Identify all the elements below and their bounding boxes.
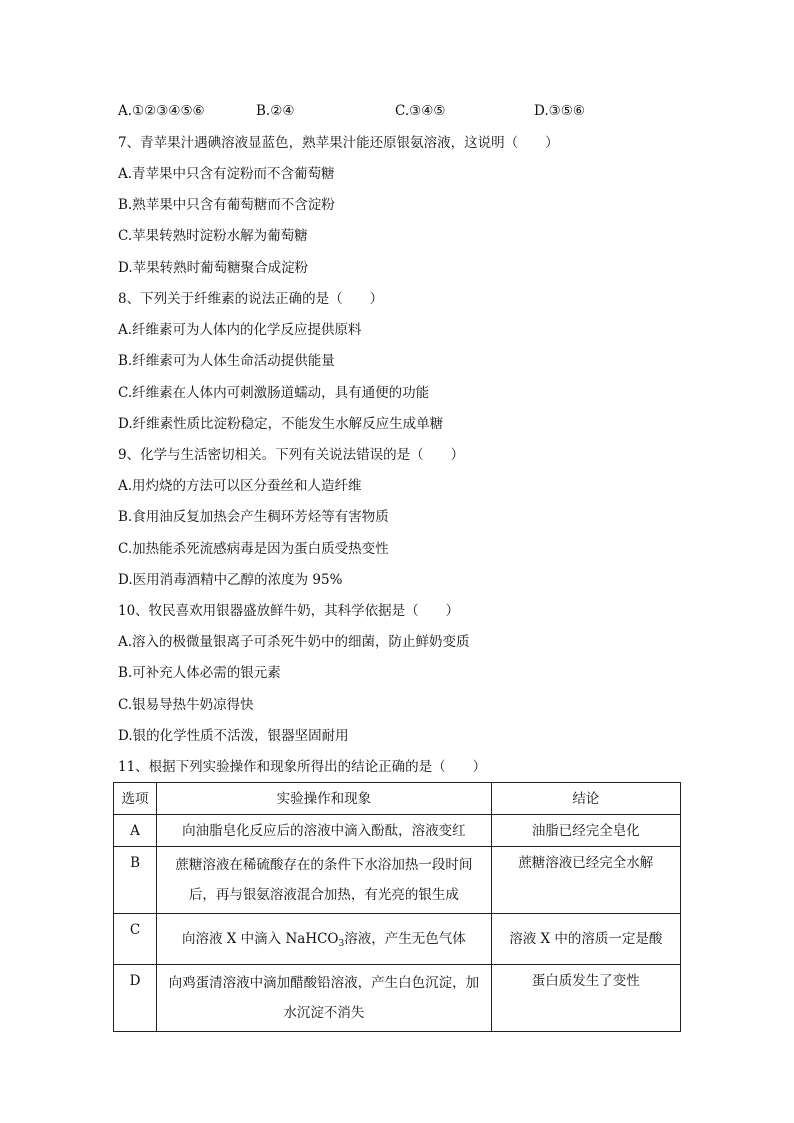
- question-9-option-d[interactable]: D.医用消毒酒精中乙醇的浓度为 95%: [118, 572, 343, 588]
- question-10-option-b[interactable]: B.可补充人体必需的银元素: [118, 665, 281, 681]
- question-10-option-d[interactable]: D.银的化学性质不活泼，银器坚固耐用: [118, 728, 349, 744]
- row-operation-line1: 向鸡蛋清溶液中滴加醋酸铅溶液，产生白色沉淀，加: [168, 975, 480, 991]
- option-d[interactable]: D.③⑤⑥: [534, 103, 585, 119]
- previous-question-options: [118, 101, 718, 121]
- table-row[interactable]: [114, 965, 681, 1032]
- row-option-label: D: [114, 965, 157, 1032]
- question-10-option-c[interactable]: C.银易导热牛奶凉得快: [118, 697, 254, 713]
- table-row[interactable]: [114, 914, 681, 965]
- row-conclusion: 溶液 X 中的溶质一定是酸: [491, 914, 680, 965]
- option-b[interactable]: B.②④: [256, 103, 295, 119]
- table-row[interactable]: [114, 815, 681, 847]
- row-operation: [157, 847, 492, 914]
- row-operation: [157, 914, 492, 965]
- question-8-option-c[interactable]: C.纤维素在人体内可刺激肠道蠕动，具有通便的功能: [118, 385, 430, 401]
- row-operation-post: 溶液，产生无色气体: [344, 931, 466, 947]
- row-conclusion: 油脂已经完全皂化: [491, 815, 680, 847]
- row-operation-subscript: 3: [338, 939, 345, 949]
- row-option-label: B: [114, 847, 157, 914]
- question-7-option-d[interactable]: D.苹果转熟时葡萄糖聚合成淀粉: [118, 260, 309, 276]
- row-option-label: A: [114, 815, 157, 847]
- question-8-stem: 8、下列关于纤维素的说法正确的是（ ）: [118, 291, 384, 307]
- row-operation: 向油脂皂化反应后的溶液中滴入酚酞，溶液变红: [157, 815, 492, 847]
- row-operation-pre: 向溶液 X 中滴入 NaHCO: [181, 931, 339, 947]
- question-9-option-b[interactable]: B.食用油反复加热会产生稠环芳烃等有害物质: [118, 509, 389, 525]
- table-header-row: [114, 783, 681, 815]
- option-a[interactable]: A.①②③④⑤⑥: [118, 103, 205, 119]
- row-operation-line2: 后，再与银氨溶液混合加热，有光亮的银生成: [188, 887, 459, 903]
- question-10-stem: 10、牧民喜欢用银器盛放鲜牛奶，其科学依据是（ ）: [118, 603, 460, 619]
- row-operation-line1: 蔗糖溶液在稀硫酸存在的条件下水浴加热一段时间: [175, 857, 473, 873]
- question-9-option-a[interactable]: A.用灼烧的方法可以区分蚕丝和人造纤维: [118, 478, 362, 494]
- experiment-table: [113, 782, 681, 1032]
- question-9-stem: 9、化学与生活密切相关。下列有关说法错误的是（ ）: [118, 447, 465, 463]
- row-operation: [157, 965, 492, 1032]
- row-conclusion: 蛋白质发生了变性: [491, 965, 680, 1032]
- table-row[interactable]: [114, 847, 681, 914]
- header-conclusion: 结论: [491, 783, 680, 815]
- question-11-stem: 11、根据下列实验操作和现象所得出的结论正确的是（ ）: [118, 759, 487, 775]
- question-9-option-c[interactable]: C.加热能杀死流感病毒是因为蛋白质受热变性: [118, 541, 389, 557]
- question-7-option-b[interactable]: B.熟苹果中只含有葡萄糖而不含淀粉: [118, 197, 335, 213]
- header-operation: 实验操作和现象: [157, 783, 492, 815]
- question-7-option-c[interactable]: C.苹果转熟时淀粉水解为葡萄糖: [118, 228, 308, 244]
- header-option: 选项: [114, 783, 157, 815]
- option-c[interactable]: C.③④⑤: [395, 103, 446, 119]
- question-7-option-a[interactable]: A.青苹果中只含有淀粉而不含葡萄糖: [118, 166, 335, 182]
- row-operation-line2: 水沉淀不消失: [283, 1005, 365, 1021]
- question-8-option-a[interactable]: A.纤维素可为人体内的化学反应提供原料: [118, 322, 362, 338]
- question-8-option-d[interactable]: D.纤维素性质比淀粉稳定，不能发生水解反应生成单糖: [118, 416, 444, 432]
- question-10-option-a[interactable]: A.溶入的极微量银离子可杀死牛奶中的细菌，防止鲜奶变质: [118, 634, 470, 650]
- row-conclusion: 蔗糖溶液已经完全水解: [491, 847, 680, 914]
- question-8-option-b[interactable]: B.纤维素可为人体生命活动提供能量: [118, 353, 335, 369]
- row-option-label: C: [114, 914, 157, 965]
- question-7-stem: 7、青苹果汁遇碘溶液显蓝色，熟苹果汁能还原银氨溶液，这说明（ ）: [118, 135, 559, 151]
